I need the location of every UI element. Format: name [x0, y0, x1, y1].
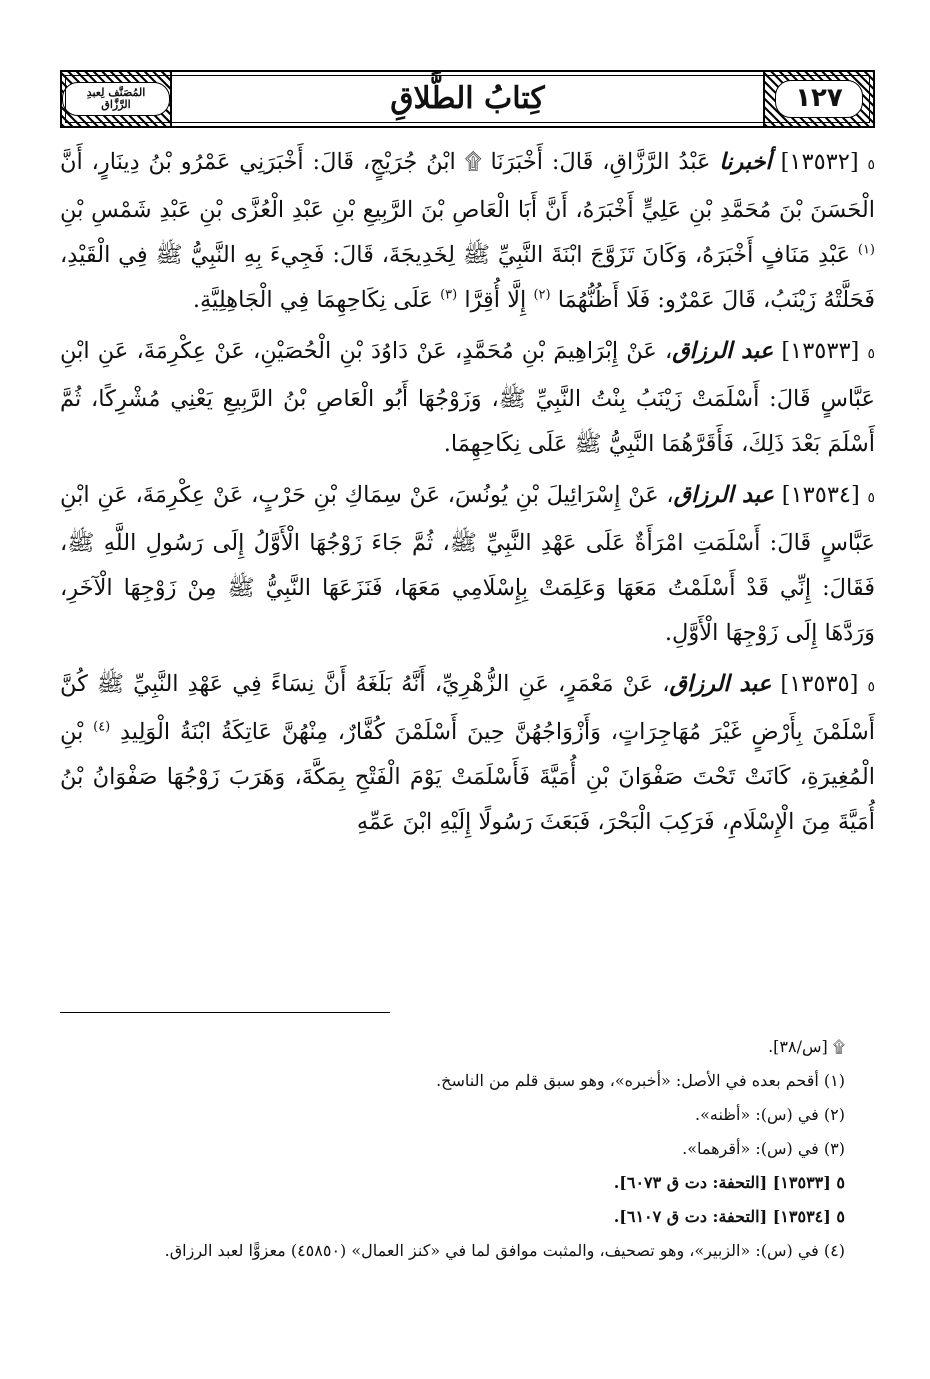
page-header	[60, 70, 875, 128]
book-seal-text: المُصَنَّف لِعبدِ الرَّزَّاق	[86, 86, 146, 111]
page-number: ١٢٧	[795, 83, 843, 114]
book-page	[60, 70, 875, 1350]
footnote-ref: (٣)	[440, 287, 458, 303]
entry-marker: ٥	[867, 157, 875, 173]
narrator-label: عبد الرزاق	[673, 482, 775, 508]
hadith-number: [١٣٥٣٤]	[781, 482, 860, 508]
footnote-line: (٤) في (س): «الزبير»، وهو تصحيف، والمثبت موافق لما في «كنز العمال» (٤٥٨٥٠) معزوًّا لعبد الرزاق.	[164, 1241, 845, 1260]
hadith-text: عَلَى نِكَاحِهِمَا فِي الْجَاهِلِيَّةِ.	[192, 287, 433, 313]
hadith-entry	[60, 329, 875, 467]
entry-marker: ٥	[867, 346, 876, 362]
footnote-line: ٥ [١٣٥٣٤] [التحفة: دت ق ٦١٠٧].	[613, 1207, 845, 1226]
hadith-entry	[60, 140, 875, 323]
hadith-text: ، عَنْ مَعْمَرٍ، عَنِ الزُّهْرِيِّ، أَنَّهُ بَلَغَهُ أَنَّ نِسَاءً فِي عَهْدِ النَّبِيِّ ﷺ كُنَّ أَسْلَمْنَ بِأَرْضٍ غَيْرَ مُهَاجِرَاتٍ، وَأَزْوَاجُهُنَّ حِينَ أَسْلَمْنَ كُفَّارٌ، مِنْهُنَّ عَاتِكَةُ ابْنَةُ الْوَلِيدِ	[60, 671, 875, 745]
entry-marker: ٥	[867, 490, 875, 506]
hadith-text: ، عَنْ إِسْرَائِيلَ بْنِ يُونُسَ، عَنْ سِمَاكِ بْنِ حَرْبٍ، عَنْ عِكْرِمَةَ، عَنِ ابْنِ عَبَّاسٍ قَالَ: أَسْلَمَتِ امْرَأَةٌ عَلَى عَهْدِ النَّبِيِّ ﷺ، ثُمَّ جَاءَ زَوْجُهَا الْأَوَّلُ إِلَى رَسُولِ اللَّهِ ﷺ، فَقَالَ: إِنِّي قَدْ أَسْلَمْتُ مَعَهَا وَعَلِمَتْ بِإِسْلَامِي مَعَهَا، فَنَزَعَهَا النَّبِيُّ ﷺ مِنْ زَوْجِهَا الْآخَرِ، وَرَدَّهَا إِلَى زَوْجِهَا الْأَوَّلِ.	[60, 482, 875, 646]
footnote-ref: (١)	[857, 242, 875, 258]
footnote-line: (٣) في (س): «أقرهما».	[682, 1139, 845, 1158]
hadith-number: [١٣٥٣٥]	[780, 671, 859, 697]
narrator-label: عبد الرزاق	[669, 671, 772, 697]
hadith-number: [١٣٥٣٢]	[780, 149, 859, 175]
hadith-entry	[60, 473, 875, 656]
chapter-title: كِتابُ الطَّلاقِ	[170, 72, 765, 126]
narrator-label: أخبرنا	[719, 149, 772, 175]
book-seal	[62, 72, 170, 126]
hadith-text: بْنِ الْمُغِيرَةِ، كَانَتْ تَحْتَ صَفْوَانَ بْنِ أُمَيَّةَ فَأَسْلَمَتْ يَوْمَ الْفَتْحِ بِمَكَّةَ، وَهَرَبَ زَوْجُهَا صَفْوَانُ بْنُ أُمَيَّةَ مِنَ الْإِسْلَامِ، فَرَكِبَ الْبَحْرَ، فَبَعَثَ رَسُولًا إِلَيْهِ ابْنَ عَمِّهِ	[60, 719, 875, 835]
footnote-line: (٢) في (س): «أظنه».	[695, 1105, 845, 1124]
page-number-box	[765, 72, 873, 126]
footnotes	[60, 1030, 875, 1268]
hadith-text: عَبْدُ الرَّزَّاقِ، قَالَ: أَخْبَرَنَا ۩ ابْنُ جُرَيْجٍ، قَالَ: أَخْبَرَنِي عَمْرُو بْنُ دِينَارٍ، أَنَّ الْحَسَنَ بْنَ مُحَمَّدِ بْنِ عَلِيٍّ أَخْبَرَهُ، أَنَّ أَبَا الْعَاصِ بْنَ الرَّبِيعِ بْنِ عَبْدِ الْعُزَّى بْنِ عَبْدِ شَمْسِ بْنِ	[60, 149, 875, 223]
footnote-line: ٥ [١٣٥٣٣] [التحفة: دت ق ٦٠٧٣].	[613, 1173, 845, 1192]
entry-marker: ٥	[867, 679, 875, 695]
hadith-text: إِلَّا أُقِرَّا	[464, 287, 527, 313]
footnote-line: (١) أقحم بعده في الأصل: «أخبره»، وهو سبق قلم من الناسخ.	[436, 1071, 845, 1090]
footnote-ref: (٢)	[533, 287, 551, 303]
hadith-number: [١٣٥٣٣]	[781, 338, 860, 364]
footnote-ref: (٤)	[93, 719, 111, 735]
footnote-divider	[60, 1012, 390, 1013]
hadith-text: عَبْدِ مَنَافٍ أَخْبَرَهُ، وَكَانَ تَزَوَّجَ ابْنَةَ النَّبِيِّ ﷺ لِخَدِيجَةَ، قَالَ: فَجِيءَ بِهِ النَّبِيُّ ﷺ فِي الْقَيْدِ، فَحَلَّتْهُ زَيْنَبُ، قَالَ عَمْرٌو: فَلَا أَظُنُّهُمَا	[60, 242, 875, 313]
hadith-list	[60, 140, 875, 845]
hadith-entry	[60, 662, 875, 845]
footnote-line: ۩ [س/٣٨].	[768, 1037, 845, 1056]
narrator-label: عبد الرزاق	[672, 338, 774, 364]
hadith-text: ، عَنْ إِبْرَاهِيمَ بْنِ مُحَمَّدٍ، عَنْ دَاوُدَ بْنِ الْحُصَيْنِ، عَنْ عِكْرِمَةَ، عَنِ ابْنِ عَبَّاسٍ قَالَ: أَسْلَمَتْ زَيْنَبُ بِنْتُ النَّبِيِّ ﷺ، وَزَوْجُهَا أَبُو الْعَاصِ بْنُ الرَّبِيعِ يَعْنِي مُشْرِكًا، ثُمَّ أَسْلَمَ بَعْدَ ذَلِكَ، فَأَقَرَّهُمَا النَّبِيُّ ﷺ عَلَى نِكَاحِهِمَا.	[60, 338, 875, 457]
